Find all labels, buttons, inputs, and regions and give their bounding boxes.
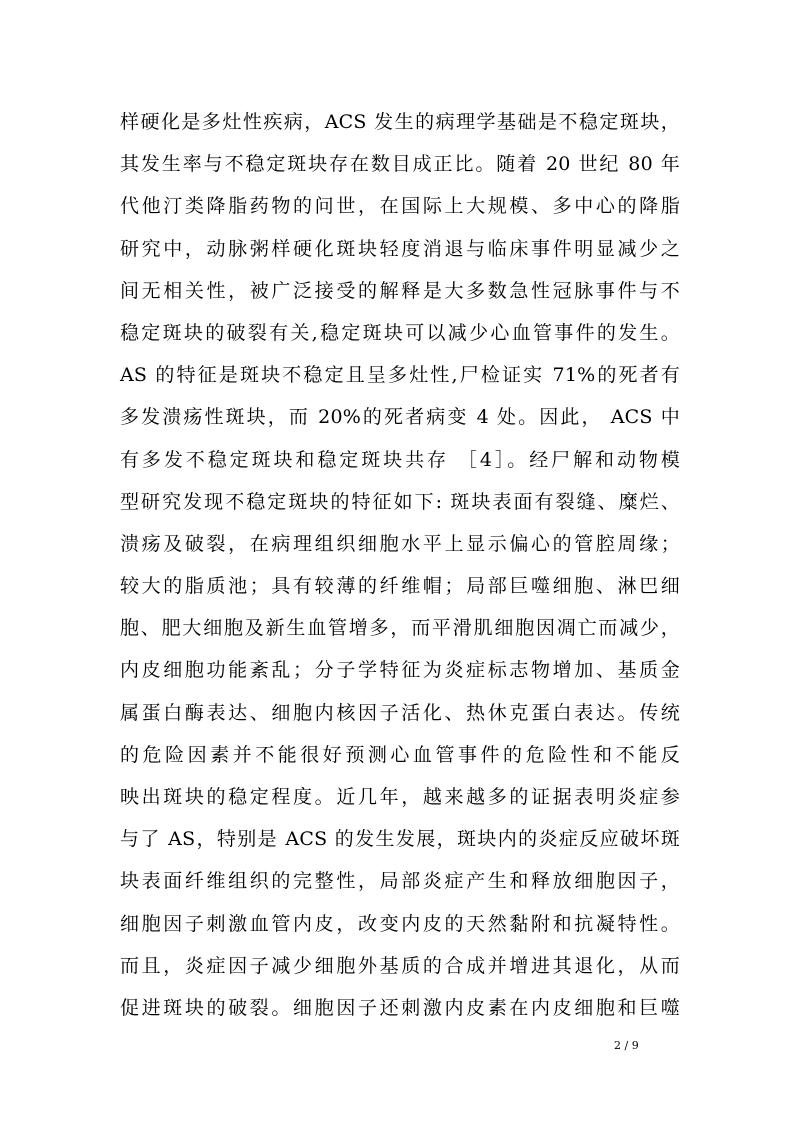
text-line: 与了 AS，特别是 ACS 的发生发展，斑块内的炎症反应破坏斑 (120, 828, 680, 851)
text-line: 内皮细胞功能紊乱；分子学特征为炎症标志物增加、基质金 (120, 659, 680, 682)
text-line: 间无相关性，被广泛接受的解释是大多数急性冠脉事件与不 (120, 279, 680, 302)
text-line: 其发生率与不稳定斑块存在数目成正比。随着 20 世纪 80 年 (120, 153, 680, 176)
text-line: 研究中，动脉粥样硬化斑块轻度消退与临床事件明显减少之 (120, 237, 680, 260)
text-line: 代他汀类降脂药物的问世，在国际上大规模、多中心的降脂 (120, 195, 680, 218)
body-text (120, 101, 680, 1029)
text-line: AS 的特征是斑块不稳定且呈多灶性,尸检证实 71%的死者有 (120, 364, 680, 387)
text-line: 促进斑块的破裂。细胞因子还刺激内皮素在内皮细胞和巨噬 (120, 996, 680, 1019)
text-line: 溃疡及破裂，在病理组织细胞水平上显示偏心的管腔周缘； (120, 532, 680, 555)
page-number: 2 / 9 (614, 1039, 639, 1052)
text-line: 映出斑块的稳定程度。近几年，越来越多的证据表明炎症参 (120, 786, 680, 808)
text-line: 而且，炎症因子减少细胞外基质的合成并增进其退化，从而 (120, 954, 680, 977)
text-line: 的危险因素并不能很好预测心血管事件的危险性和不能反 (120, 743, 680, 766)
text-line: 属蛋白酶表达、细胞内核因子活化、热休克蛋白表达。传统 (120, 701, 680, 724)
text-line: 样硬化是多灶性疾病，ACS 发生的病理学基础是不稳定斑块， (120, 111, 680, 133)
text-line: 多发溃疡性斑块，而 20%的死者病变 4 处。因此， ACS 中 (120, 406, 680, 429)
text-line: 胞、肥大细胞及新生血管增多，而平滑肌细胞因凋亡而减少， (120, 617, 680, 640)
text-line: 较大的脂质池；具有较薄的纤维帽；局部巨噬细胞、淋巴细 (120, 575, 680, 598)
text-line: 有多发不稳定斑块和稳定斑块共存 ［4］。经尸解和动物模 (120, 448, 680, 471)
text-line: 稳定斑块的破裂有关,稳定斑块可以减少心血管事件的发生。 (120, 321, 680, 344)
text-line: 块表面纤维组织的完整性，局部炎症产生和释放细胞因子， (120, 870, 680, 893)
text-line: 细胞因子刺激血管内皮，改变内皮的天然黏附和抗凝特性。 (120, 912, 680, 935)
text-line: 型研究发现不稳定斑块的特征如下: 斑块表面有裂缝、糜烂、 (120, 490, 680, 513)
